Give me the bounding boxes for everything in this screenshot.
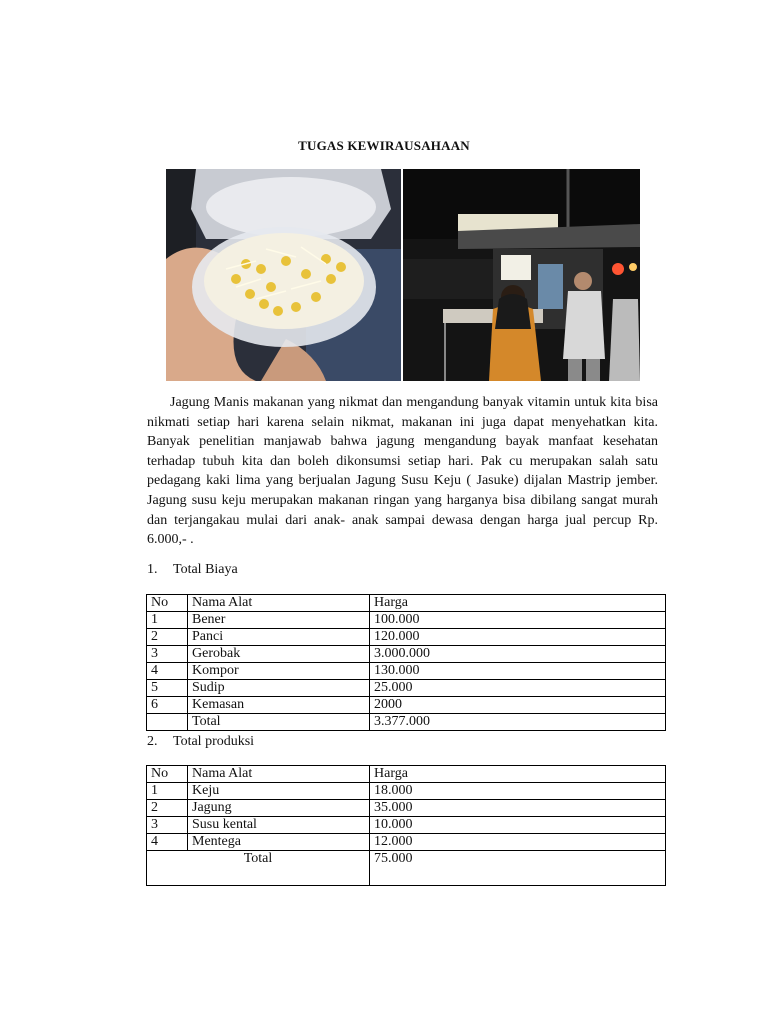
table-row xyxy=(147,612,666,629)
section-number: 1. xyxy=(147,562,158,577)
table-row xyxy=(147,646,666,663)
cell-nama-alat: Mentega xyxy=(188,834,370,851)
cell-nama-alat: Bener xyxy=(188,612,370,629)
cell-harga: 18.000 xyxy=(370,783,666,800)
cell-total-value: 3.377.000 xyxy=(370,714,666,731)
header-cell-no: No xyxy=(147,766,188,783)
cell-harga: 35.000 xyxy=(370,800,666,817)
total-produksi-table xyxy=(146,765,666,886)
cell-total-label: Total xyxy=(188,714,370,731)
table-row xyxy=(147,800,666,817)
header-cell-harga: Harga xyxy=(370,595,666,612)
table-header-row xyxy=(147,766,666,783)
table-row xyxy=(147,663,666,680)
cell-no: 2 xyxy=(147,629,188,646)
cell-harga: 3.000.000 xyxy=(370,646,666,663)
table-header-row xyxy=(147,595,666,612)
header-cell-nama-alat: Nama Alat xyxy=(188,766,370,783)
cell-no: 2 xyxy=(147,800,188,817)
table-row xyxy=(147,697,666,714)
cell-harga: 2000 xyxy=(370,697,666,714)
street-vendor-photo xyxy=(403,169,640,381)
table-row xyxy=(147,817,666,834)
jasuke-cup-photo xyxy=(166,169,401,381)
cell-nama-alat: Jagung xyxy=(188,800,370,817)
cell-harga: 100.000 xyxy=(370,612,666,629)
cell-nama-alat: Panci xyxy=(188,629,370,646)
section-heading-total-produksi xyxy=(147,734,254,750)
table-row xyxy=(147,680,666,697)
cell-nama-alat: Susu kental xyxy=(188,817,370,834)
cell-no: 1 xyxy=(147,612,188,629)
cell-harga: 120.000 xyxy=(370,629,666,646)
total-biaya-table xyxy=(146,594,666,731)
cell-harga: 12.000 xyxy=(370,834,666,851)
cell-nama-alat: Keju xyxy=(188,783,370,800)
table-row xyxy=(147,834,666,851)
cell-total-label: Total xyxy=(147,851,370,886)
cell-no: 6 xyxy=(147,697,188,714)
table-total-row xyxy=(147,851,666,886)
table-row xyxy=(147,783,666,800)
section-label: Total Biaya xyxy=(173,562,238,577)
section-number: 2. xyxy=(147,734,158,749)
cell-no: 3 xyxy=(147,646,188,663)
table-total-row xyxy=(147,714,666,731)
table-row xyxy=(147,629,666,646)
cell-no: 4 xyxy=(147,834,188,851)
intro-paragraph: Jagung Manis makanan yang nikmat dan mengandung banyak vitamin untuk kita bisa nikmati setiap hari karena selain nikmat, makanan ini juga dapat menyehatkan kita. Banyak penelitian manjawab bahwa jagung mengandung bayak manfaat kesehatan terhadap tubuh kita dan boleh dikonsumsi setiap hari. Pak cu merupakan salah satu pedagang kaki lima yang berjualan Jagung Susu Keju ( Jasuke) dijalan Mastrip jember. Jagung susu keju merupakan makanan ringan yang harganya bisa dibilang sangat murah dan terjangakau mulai dari anak- anak sampai dewasa dengan harga jual percup Rp. 6.000,- . xyxy=(147,395,658,548)
cell-no: 5 xyxy=(147,680,188,697)
section-heading-total-biaya xyxy=(147,562,238,578)
cell-no: 4 xyxy=(147,663,188,680)
photo-strip xyxy=(166,169,640,381)
document-title: TUGAS KEWIRAUSAHAAN xyxy=(298,138,470,153)
header-cell-nama-alat: Nama Alat xyxy=(188,595,370,612)
cell-harga: 25.000 xyxy=(370,680,666,697)
cell-harga: 130.000 xyxy=(370,663,666,680)
cell-nama-alat: Sudip xyxy=(188,680,370,697)
cell-no: 1 xyxy=(147,783,188,800)
cell-nama-alat: Gerobak xyxy=(188,646,370,663)
section-label: Total produksi xyxy=(173,734,255,749)
cell-total-value: 75.000 xyxy=(370,851,666,886)
cell-nama-alat: Kompor xyxy=(188,663,370,680)
cell-harga: 10.000 xyxy=(370,817,666,834)
cell-no: 3 xyxy=(147,817,188,834)
header-cell-no: No xyxy=(147,595,188,612)
cell-nama-alat: Kemasan xyxy=(188,697,370,714)
cell-no-empty xyxy=(147,714,188,731)
header-cell-harga: Harga xyxy=(370,766,666,783)
